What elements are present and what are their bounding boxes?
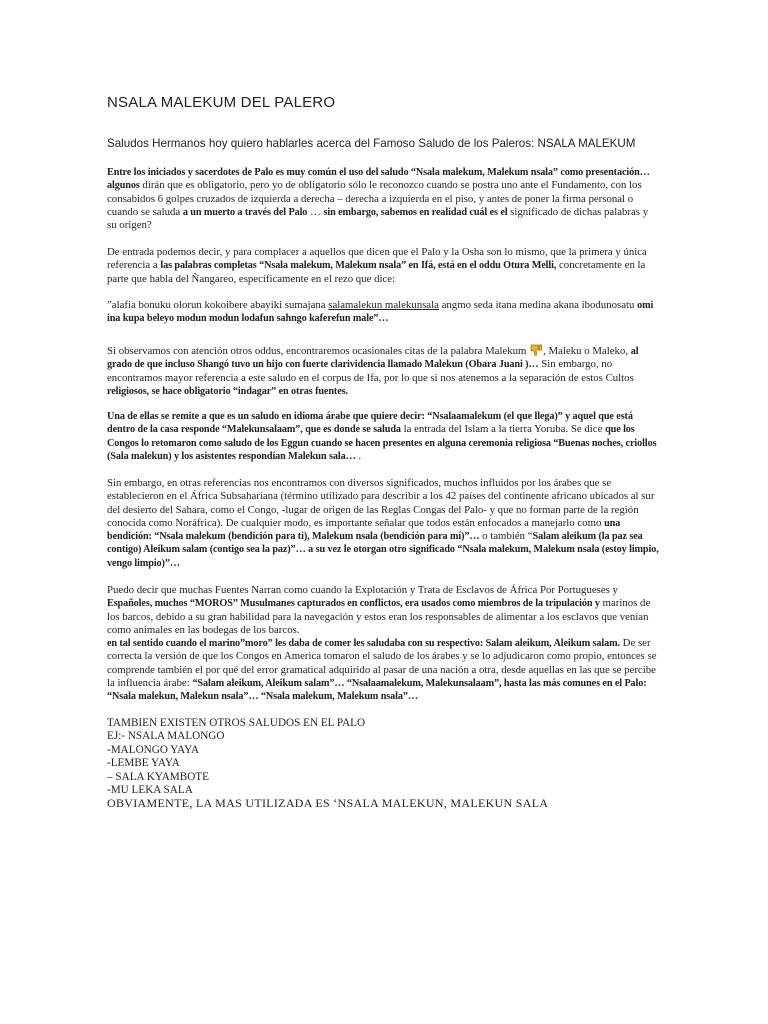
list-item: – SALA KYAMBOTE	[107, 770, 209, 783]
p7-f: “Salam aleikum, Aleikum salam”… “Nsalaamalekum, Malekunsalaam”, hasta las más comunes en el Palo: “Nsala malekun, Malekun nsala”… “Nsala malekum, Malekum nsala”…	[107, 678, 647, 703]
intro-text: Saludos Hermanos hoy quiero hablarles acerca del Famoso Saludo de los Paleros: NSALA MALEKUM	[107, 137, 636, 150]
p5-d: .	[355, 449, 362, 462]
p2-c: concretamente en la parte que habla del Ñangareo, específicamente en el rezo que dice:	[107, 259, 646, 285]
p5-a: Una de ellas se remite a que es un saludo en idioma árabe que quiere decir: “Nsalaamalekum (el que llega)” y aquel que está dentro de la casa responde “Malekunsalaam”, que es donde se saluda	[107, 411, 633, 436]
p4-f: religiosos, se hace obligatorio “indagar” en otras fuentes.	[107, 385, 348, 397]
salamalekun-link[interactable]: salamalekun malekunsala	[328, 299, 439, 311]
p1-b: dirán que es obligatorio, pero yo de obligatorio sólo le reconozco cuando se postra uno ante el Fundamento, con los consabidos 6 golpes cruzados de izquierda a derecha – derecha a izquierda en el piso, y antes de poner la firma personal o cuando se saluda	[107, 179, 642, 218]
greetings-list	[107, 717, 365, 797]
page-title: NSALA MALEKUM DEL PALERO	[107, 94, 336, 111]
list-item: -LEMBE YAYA	[107, 757, 180, 770]
paragraph-7	[107, 584, 659, 704]
paragraph-6	[107, 477, 659, 570]
p6-a: Sin embargo, en otras referencias nos encontramos con diversos significados, muchos influidos por los árabes que se establecieron en el África Subsahariana (término utilizado para describir a los 42 países del continente africano ubicados al sur del desierto del Sahara, como el Congo, -lugar de origen de las Reglas Congas del Palo- y que no forman parte de la región conocida como Noráfrica). De cualquier modo, es importante señalar que todos están enfocados a manejarlo como	[107, 477, 655, 529]
p6-b: una bendición: “Nsala malekum (bendición para ti), Malekum nsala (bendición para mí)”…	[107, 517, 621, 543]
p4-b: , Maleku o Maleko,	[543, 345, 631, 357]
p6-e: a su vez le otorgan otro significado “Nsala malekum, Malekum nsala (estoy limpio, vengo limpio)”…	[107, 544, 659, 569]
p7-e: De ser correcta la versión de que los Congos en America tomaron el saludo de los árabes y se lo adjudicaron como propio, entonces se comprende también el por qué del error gramatical adquirido al pasar de una nación a otra, desde aquellas en las que se percibe la influencia árabe:	[107, 637, 657, 690]
p7-d: en tal sentido cuando el marino”moro” les daba de comer les saludaba con su respectivo: Salam aleikum, Aleikum salam.	[107, 638, 620, 650]
closing-line: OBVIAMENTE, LA MAS UTILIZADA ES ‘NSALA MALEKUN, MALEKUN SALA	[107, 796, 549, 810]
p5-c: que los Congos lo retomaron como saludo de los Eggun cuando se hacen presentes en alguna ceremonia religiosa “Buenas noches, criollos (Sala malekun) y los asistentes respondían Malekun sala…	[107, 424, 657, 462]
paragraph-1	[107, 166, 659, 232]
p3-c: omi ina kupa beleyo modun modun lodafun sahngo kaferefun male”…	[107, 300, 654, 325]
p4-e: encontramos mayor referencia a este saludo en el corpus de Ifa, por lo que si nos atenemos a la separación de estos Cultos	[107, 371, 634, 384]
paragraph-5	[107, 410, 659, 463]
p1-c: a un muerto a través del Palo	[182, 206, 308, 218]
p1-e: sin embargo, sabemos en realidad cuál es el	[323, 206, 508, 218]
list-item: -MALONGO YAYA	[107, 743, 200, 756]
p1-a: Entre los iniciados y sacerdotes de Palo es muy común el uso del saludo “Nsala malekum, Malekum nsala” como presentación… algunos	[107, 167, 650, 192]
p7-c: marinos de los barcos, debido a su gran habilidad para la navegación y estos eran los responsables de alimentar a los esclavos que venían como animales en las bodegas de los barcos.	[107, 597, 651, 636]
p4-d: Sin embargo, no	[538, 358, 613, 371]
p6-c: o también “	[479, 530, 533, 543]
list-item: EJ:- NSALA MALONGO	[107, 730, 225, 743]
p1-f: significado de dichas palabras y su origen?	[107, 205, 649, 232]
p2-a: De entrada podemos decir, y para complacer a aquellos que dicen que el Palo y la Osha son lo mismo, que la primera y única referencia a	[107, 246, 647, 272]
paragraph-2	[107, 246, 659, 286]
paragraph-3	[107, 299, 659, 326]
p1-d: …	[307, 205, 324, 218]
p2-b: las palabras completas “Nsala malekum, Malekum nsala” en Ifá, está en el oddu Otura Melli,	[160, 260, 557, 272]
p6-d: Salam aleikum (la paz sea contigo) Aleikum salam (contigo sea la paz)”…	[107, 531, 643, 556]
p3-b: angmo seda itana medina akana ibodunosatu	[438, 299, 638, 311]
p4-a: Si observamos con atención otros oddus, encontraremos ocasionales citas de la palabra Malekum	[107, 345, 530, 357]
p7-a: Puedo decir que muchas Fuentes Narran como cuando la Explotación y Trata de Esclavos de África Por Portugueses y	[107, 584, 618, 596]
p3-a: ”alafia bonuku olorun kokoibere abayiki sumajana	[107, 299, 329, 311]
p7-b: Españoles, muchos “MOROS” Musulmanes capturados en conflictos, era usados como miembros de la tripulación y	[107, 598, 600, 610]
p5-b: la entrada del Islam a la tierra Yoruba. Se dice	[400, 423, 606, 436]
list-item: -MU LEKA SALA	[107, 784, 193, 797]
list-item: TAMBIEN EXISTEN OTROS SALUDOS EN EL PALO	[107, 717, 366, 729]
p4-c: al grado de que incluso Shangó tuvo un hijo con fuerte clarividencia llamado Malekun (Obara Juani )…	[107, 346, 639, 371]
thumbs-down-icon	[529, 343, 543, 357]
paragraph-4	[107, 343, 659, 398]
